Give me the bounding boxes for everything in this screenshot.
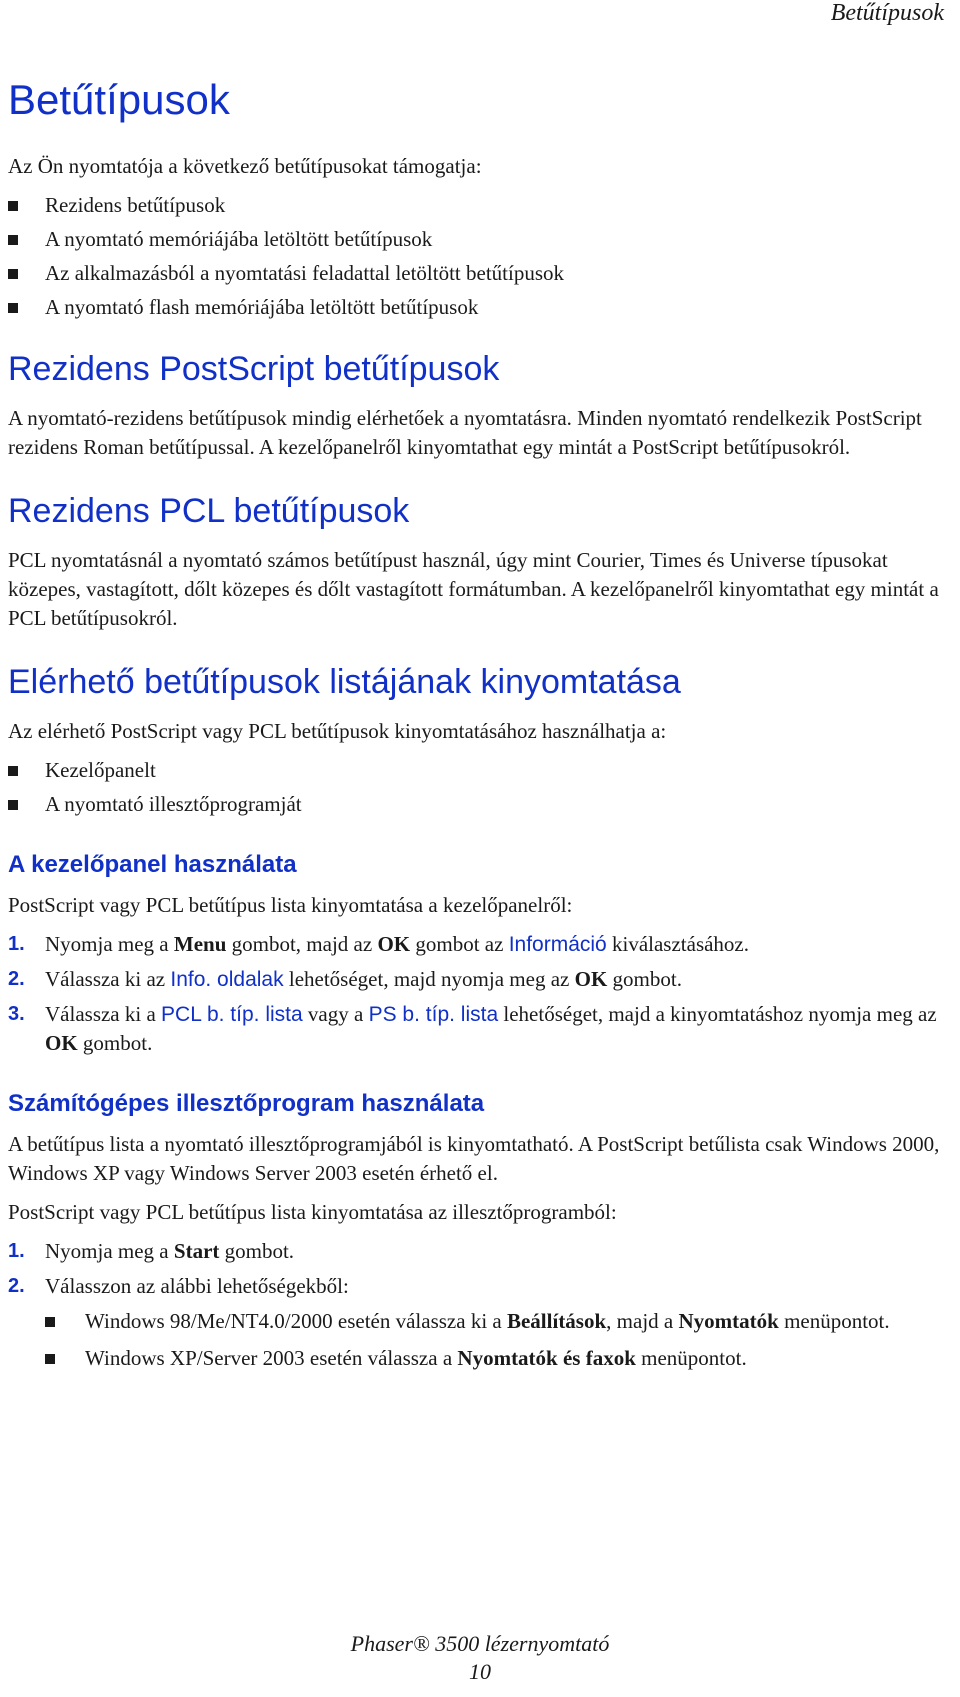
step-item xyxy=(8,965,948,994)
list-item: Az alkalmazásból a nyomtatási feladattal letöltött betűtípusok xyxy=(8,259,948,288)
menu-item-label: PCL b. típ. lista xyxy=(161,1003,303,1026)
list-item xyxy=(45,1307,948,1336)
step-number: 1. xyxy=(8,933,25,955)
ok-button-label: OK xyxy=(574,967,608,991)
page-number: 10 xyxy=(469,1659,491,1684)
page-content xyxy=(8,74,948,1385)
option-text: Windows XP/Server 2003 esetén válassza a xyxy=(85,1346,458,1370)
page-footer xyxy=(0,1630,960,1686)
driver-heading: Számítógépes illesztőprogram használata xyxy=(8,1090,485,1117)
settings-menu-label: Beállítások xyxy=(506,1309,607,1333)
pcl-body: PCL nyomtatásnál a nyomtató számos betűtípust használ, úgy mint Courier, Times és Universe típusokat közepes, vastagított, dőlt közepes és dőlt vastagított formátumban. A kezelőpanelről kinyomtathat egy mintát a PCL betűtípusokról. xyxy=(8,548,939,630)
step-text: lehetőséget, majd nyomja meg az xyxy=(283,967,575,991)
postscript-heading: Rezidens PostScript betűtípusok xyxy=(8,350,500,388)
intro-text: Az Ön nyomtatója a következő betűtípusokat támogatja: xyxy=(8,154,482,178)
driver-intro: PostScript vagy PCL betűtípus lista kinyomtatása az illesztőprogramból: xyxy=(8,1200,617,1224)
postscript-section xyxy=(8,348,948,462)
method-list xyxy=(8,756,948,819)
pcl-section xyxy=(8,490,948,633)
list-item: Rezidens betűtípusok xyxy=(8,191,948,220)
list-item: A nyomtató illesztőprogramját xyxy=(8,790,948,819)
step-number: 1. xyxy=(8,1240,25,1262)
step-text: gombot, majd az xyxy=(226,932,378,956)
step-item xyxy=(8,1272,948,1373)
step-number: 3. xyxy=(8,1003,25,1025)
step-number: 2. xyxy=(8,968,25,990)
list-item: A nyomtató flash memóriájába letöltött betűtípusok xyxy=(8,293,948,322)
step-number: 2. xyxy=(8,1275,25,1297)
step-item xyxy=(8,1000,948,1058)
step-text: Nyomja meg a xyxy=(45,932,174,956)
step-item xyxy=(8,930,948,959)
page-title: Betűtípusok xyxy=(8,76,230,123)
running-header: Betűtípusok xyxy=(830,0,944,26)
step-text: gombot. xyxy=(219,1239,295,1263)
available-section xyxy=(8,661,948,819)
step-text: gombot. xyxy=(77,1031,153,1055)
step-text: gombot az xyxy=(410,932,509,956)
step-item xyxy=(8,1237,948,1266)
panel-section xyxy=(8,849,948,1058)
option-text: Windows 98/Me/NT4.0/2000 esetén válassza ki a xyxy=(85,1309,507,1333)
step-text: gombot. xyxy=(607,967,682,991)
footer-product: Phaser® 3500 lézernyomtató xyxy=(350,1631,610,1656)
option-text: menüpontot. xyxy=(635,1346,747,1370)
postscript-body: A nyomtató-rezidens betűtípusok mindig elérhetőek a nyomtatásra. Minden nyomtató rendelkezik PostScript rezidens Roman betűtípussal. A kezelőpanelről kinyomtathat egy mintát a PostScript betűtípusokról. xyxy=(8,406,922,459)
step-text: kiválasztásához. xyxy=(606,932,750,956)
list-item: Kezelőpanelt xyxy=(8,756,948,785)
pcl-heading: Rezidens PCL betűtípusok xyxy=(8,492,410,530)
option-text: , majd a xyxy=(606,1309,679,1333)
step-text: Nyomja meg a xyxy=(45,1239,174,1263)
panel-heading: A kezelőpanel használata xyxy=(8,851,297,878)
start-button-label: Start xyxy=(173,1239,220,1263)
step-text: Válasszon az alábbi lehetőségekből: xyxy=(45,1274,349,1298)
menu-item-label: PS b. típ. lista xyxy=(368,1003,499,1026)
step-text: lehetőséget, majd a kinyomtatáshoz nyomja meg az xyxy=(498,1002,937,1026)
printers-menu-label: Nyomtatók xyxy=(678,1309,779,1333)
step-text: Válassza ki a xyxy=(45,1002,162,1026)
os-options-list xyxy=(45,1307,948,1373)
available-body: Az elérhető PostScript vagy PCL betűtípusok kinyomtatásához használhatja a: xyxy=(8,719,667,743)
font-types-list xyxy=(8,191,948,322)
step-text: Válassza ki az xyxy=(45,967,171,991)
panel-steps xyxy=(8,930,948,1058)
printers-faxes-menu-label: Nyomtatók és faxok xyxy=(457,1346,636,1370)
driver-body: A betűtípus lista a nyomtató illesztőprogramjából is kinyomtatható. A PostScript betűlista csak Windows 2000, Windows XP vagy Windows Server 2003 esetén érhető el. xyxy=(8,1132,940,1185)
menu-item-label: Info. oldalak xyxy=(170,968,284,991)
driver-section xyxy=(8,1088,948,1373)
menu-button-label: Menu xyxy=(173,932,227,956)
menu-item-label: Információ xyxy=(508,933,607,956)
panel-intro: PostScript vagy PCL betűtípus lista kinyomtatása a kezelőpanelről: xyxy=(8,893,573,917)
list-item xyxy=(45,1344,948,1373)
option-text: menüpontot. xyxy=(778,1309,890,1333)
available-heading: Elérhető betűtípusok listájának kinyomtatása xyxy=(8,663,681,701)
ok-button-label: OK xyxy=(377,932,411,956)
ok-button-label: OK xyxy=(45,1031,78,1055)
step-text: vagy a xyxy=(302,1002,369,1026)
list-item: A nyomtató memóriájába letöltött betűtípusok xyxy=(8,225,948,254)
driver-steps xyxy=(8,1237,948,1373)
